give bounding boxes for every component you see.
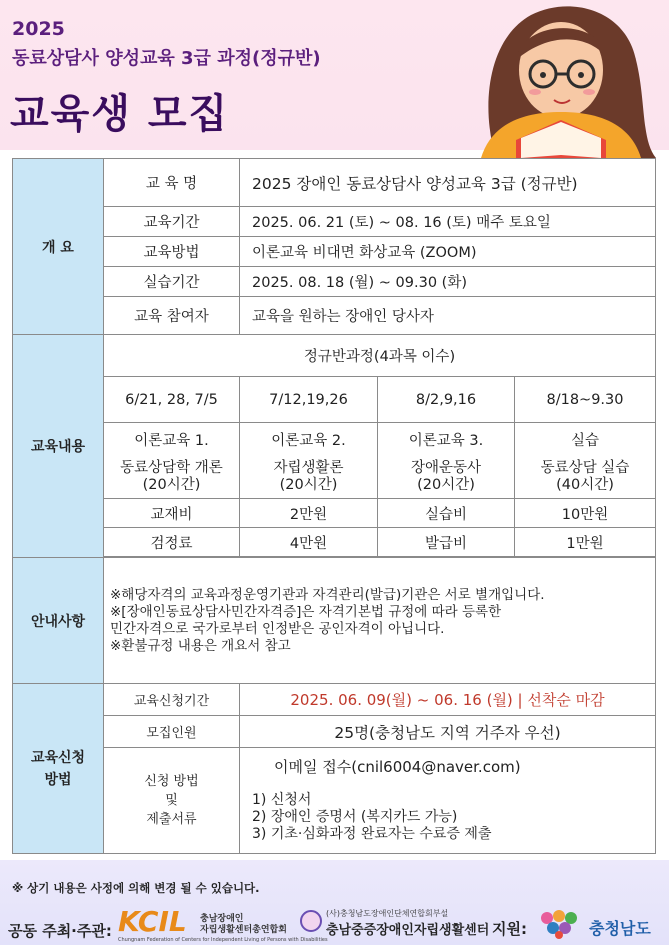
curriculum-date: 8/2,9,16 bbox=[378, 377, 515, 423]
province-logo-icon bbox=[535, 908, 585, 940]
document-line: 1) 신청서 bbox=[252, 791, 312, 808]
support-label: 지원: bbox=[492, 920, 527, 938]
curriculum-subject-cell bbox=[515, 457, 656, 499]
kcil-logo: KCIL bbox=[118, 905, 187, 938]
curriculum-heading: 정규반과정(4과목 이수) bbox=[104, 335, 656, 377]
recruit-label: 모집인원 bbox=[104, 716, 240, 748]
header bbox=[0, 0, 669, 155]
fee-cell: 10만원 bbox=[515, 499, 656, 528]
kcil-name-line: 자립생활센터총연합회 bbox=[200, 925, 287, 935]
row-label: 교육기간 bbox=[104, 207, 240, 237]
application-section-line: 방법 bbox=[44, 771, 72, 788]
curriculum-hours: (40시간) bbox=[556, 477, 614, 494]
curriculum-date: 7/12,19,26 bbox=[240, 377, 378, 423]
guide-line: ※[장애인동료상담사민간자격증]은 자격기본법 규정에 따라 등록한 bbox=[110, 603, 502, 620]
row-value: 2025. 06. 21 (토) ~ 08. 16 (토) 매주 토요일 bbox=[240, 207, 656, 237]
sponsor-bar bbox=[0, 900, 669, 945]
row-value: 2025. 08. 18 (월) ~ 09.30 (화) bbox=[240, 267, 656, 297]
method-label-line: 제출서류 bbox=[146, 812, 197, 827]
curriculum-subject-cell bbox=[240, 457, 378, 499]
province-name: 충청남도 bbox=[589, 919, 651, 938]
center-affiliation: (사)충청남도장애인단체연합회부설 bbox=[326, 909, 449, 918]
application-section-line: 교육신청 bbox=[30, 749, 86, 766]
guide-notes bbox=[104, 558, 656, 684]
section-curriculum: 교육내용 bbox=[13, 335, 104, 558]
method-label-line: 및 bbox=[165, 793, 178, 808]
fee-cell: 교재비 bbox=[104, 499, 240, 528]
guide-line: ※해당자격의 교육과정운영기관과 자격관리(발급)기관은 서로 별개입니다. bbox=[110, 586, 545, 603]
guide-line: ※환불규정 내용은 개요서 참고 bbox=[110, 637, 291, 654]
kcil-name bbox=[200, 914, 287, 936]
kcil-name-line: 충남장애인 bbox=[200, 914, 244, 924]
curriculum-subject: 장애운동사 bbox=[410, 460, 482, 477]
row-label: 교 육 명 bbox=[104, 159, 240, 207]
kcil-english: Chungnam Federation of Centers for Independent Living of Persons with Disabilities bbox=[118, 937, 328, 943]
period-value: 2025. 06. 09(월) ~ 06. 16 (월) | 선착순 마감 bbox=[240, 684, 656, 716]
document-line: 2) 장애인 증명서 (복지카드 가능) bbox=[252, 808, 458, 825]
curriculum-subject-cell bbox=[104, 457, 240, 499]
guide-line: 민간자격으로 국가로부터 인정받은 공인자격이 아닙니다. bbox=[110, 620, 445, 637]
row-label: 교육 참여자 bbox=[104, 297, 240, 335]
curriculum-subject: 동료상담학 개론 bbox=[120, 460, 223, 477]
section-overview: 개 요 bbox=[13, 159, 104, 335]
curriculum-subject-cell bbox=[378, 457, 515, 499]
method-details bbox=[240, 748, 656, 854]
curriculum-hours: (20시간) bbox=[142, 477, 201, 494]
curriculum-type: 이론교육 3. bbox=[378, 423, 515, 457]
curriculum-subject: 자립생활론 bbox=[273, 460, 344, 477]
fee-cell: 검정료 bbox=[104, 528, 240, 557]
method-label-line: 신청 방법 bbox=[144, 774, 199, 789]
course-name: 동료상담사 양성교육 3급 과정(정규반) bbox=[12, 48, 321, 69]
fee-cell: 2만원 bbox=[240, 499, 378, 528]
info-table bbox=[12, 158, 656, 854]
center-name: 충남중증장애인자립생활센터 bbox=[326, 923, 490, 938]
row-value: 교육을 원하는 장애인 당사자 bbox=[240, 297, 656, 335]
section-guide: 안내사항 bbox=[13, 558, 104, 684]
curriculum-date: 6/21, 28, 7/5 bbox=[104, 377, 240, 423]
row-value: 2025 장애인 동료상담사 양성교육 3급 (정규반) bbox=[240, 159, 656, 207]
curriculum-hours: (20시간) bbox=[417, 477, 475, 494]
curriculum-type: 이론교육 1. bbox=[104, 423, 240, 457]
footer-note: ※ 상기 내용은 사정에 의해 변경 될 수 있습니다. bbox=[12, 881, 260, 895]
year: 2025 bbox=[12, 18, 65, 40]
email-line: 이메일 접수(cnil6004@naver.com) bbox=[274, 757, 521, 776]
host-label: 공동 주최·주관: bbox=[8, 922, 112, 940]
document-line: 3) 기초·심화과정 완료자는 수료증 제출 bbox=[252, 825, 492, 842]
curriculum-type: 이론교육 2. bbox=[240, 423, 378, 457]
fee-cell: 4만원 bbox=[240, 528, 378, 557]
page-title: 교육생 모집 bbox=[10, 91, 230, 137]
row-label: 실습기간 bbox=[104, 267, 240, 297]
recruit-value: 25명(충청남도 지역 거주자 우선) bbox=[240, 716, 656, 748]
fee-cell: 발급비 bbox=[378, 528, 515, 557]
method-label bbox=[104, 748, 240, 854]
reading-girl-illustration bbox=[461, 0, 661, 158]
curriculum-hours: (20시간) bbox=[279, 477, 338, 494]
section-application bbox=[13, 684, 104, 854]
curriculum-subject: 동료상담 실습 bbox=[540, 460, 630, 477]
fee-cell: 실습비 bbox=[378, 499, 515, 528]
curriculum-type: 실습 bbox=[515, 423, 656, 457]
row-label: 교육방법 bbox=[104, 237, 240, 267]
curriculum-date: 8/18~9.30 bbox=[515, 377, 656, 423]
fee-cell: 1만원 bbox=[515, 528, 656, 557]
period-label: 교육신청기간 bbox=[104, 684, 240, 716]
row-value: 이론교육 비대면 화상교육 (ZOOM) bbox=[240, 237, 656, 267]
center-logo-icon bbox=[300, 910, 322, 932]
